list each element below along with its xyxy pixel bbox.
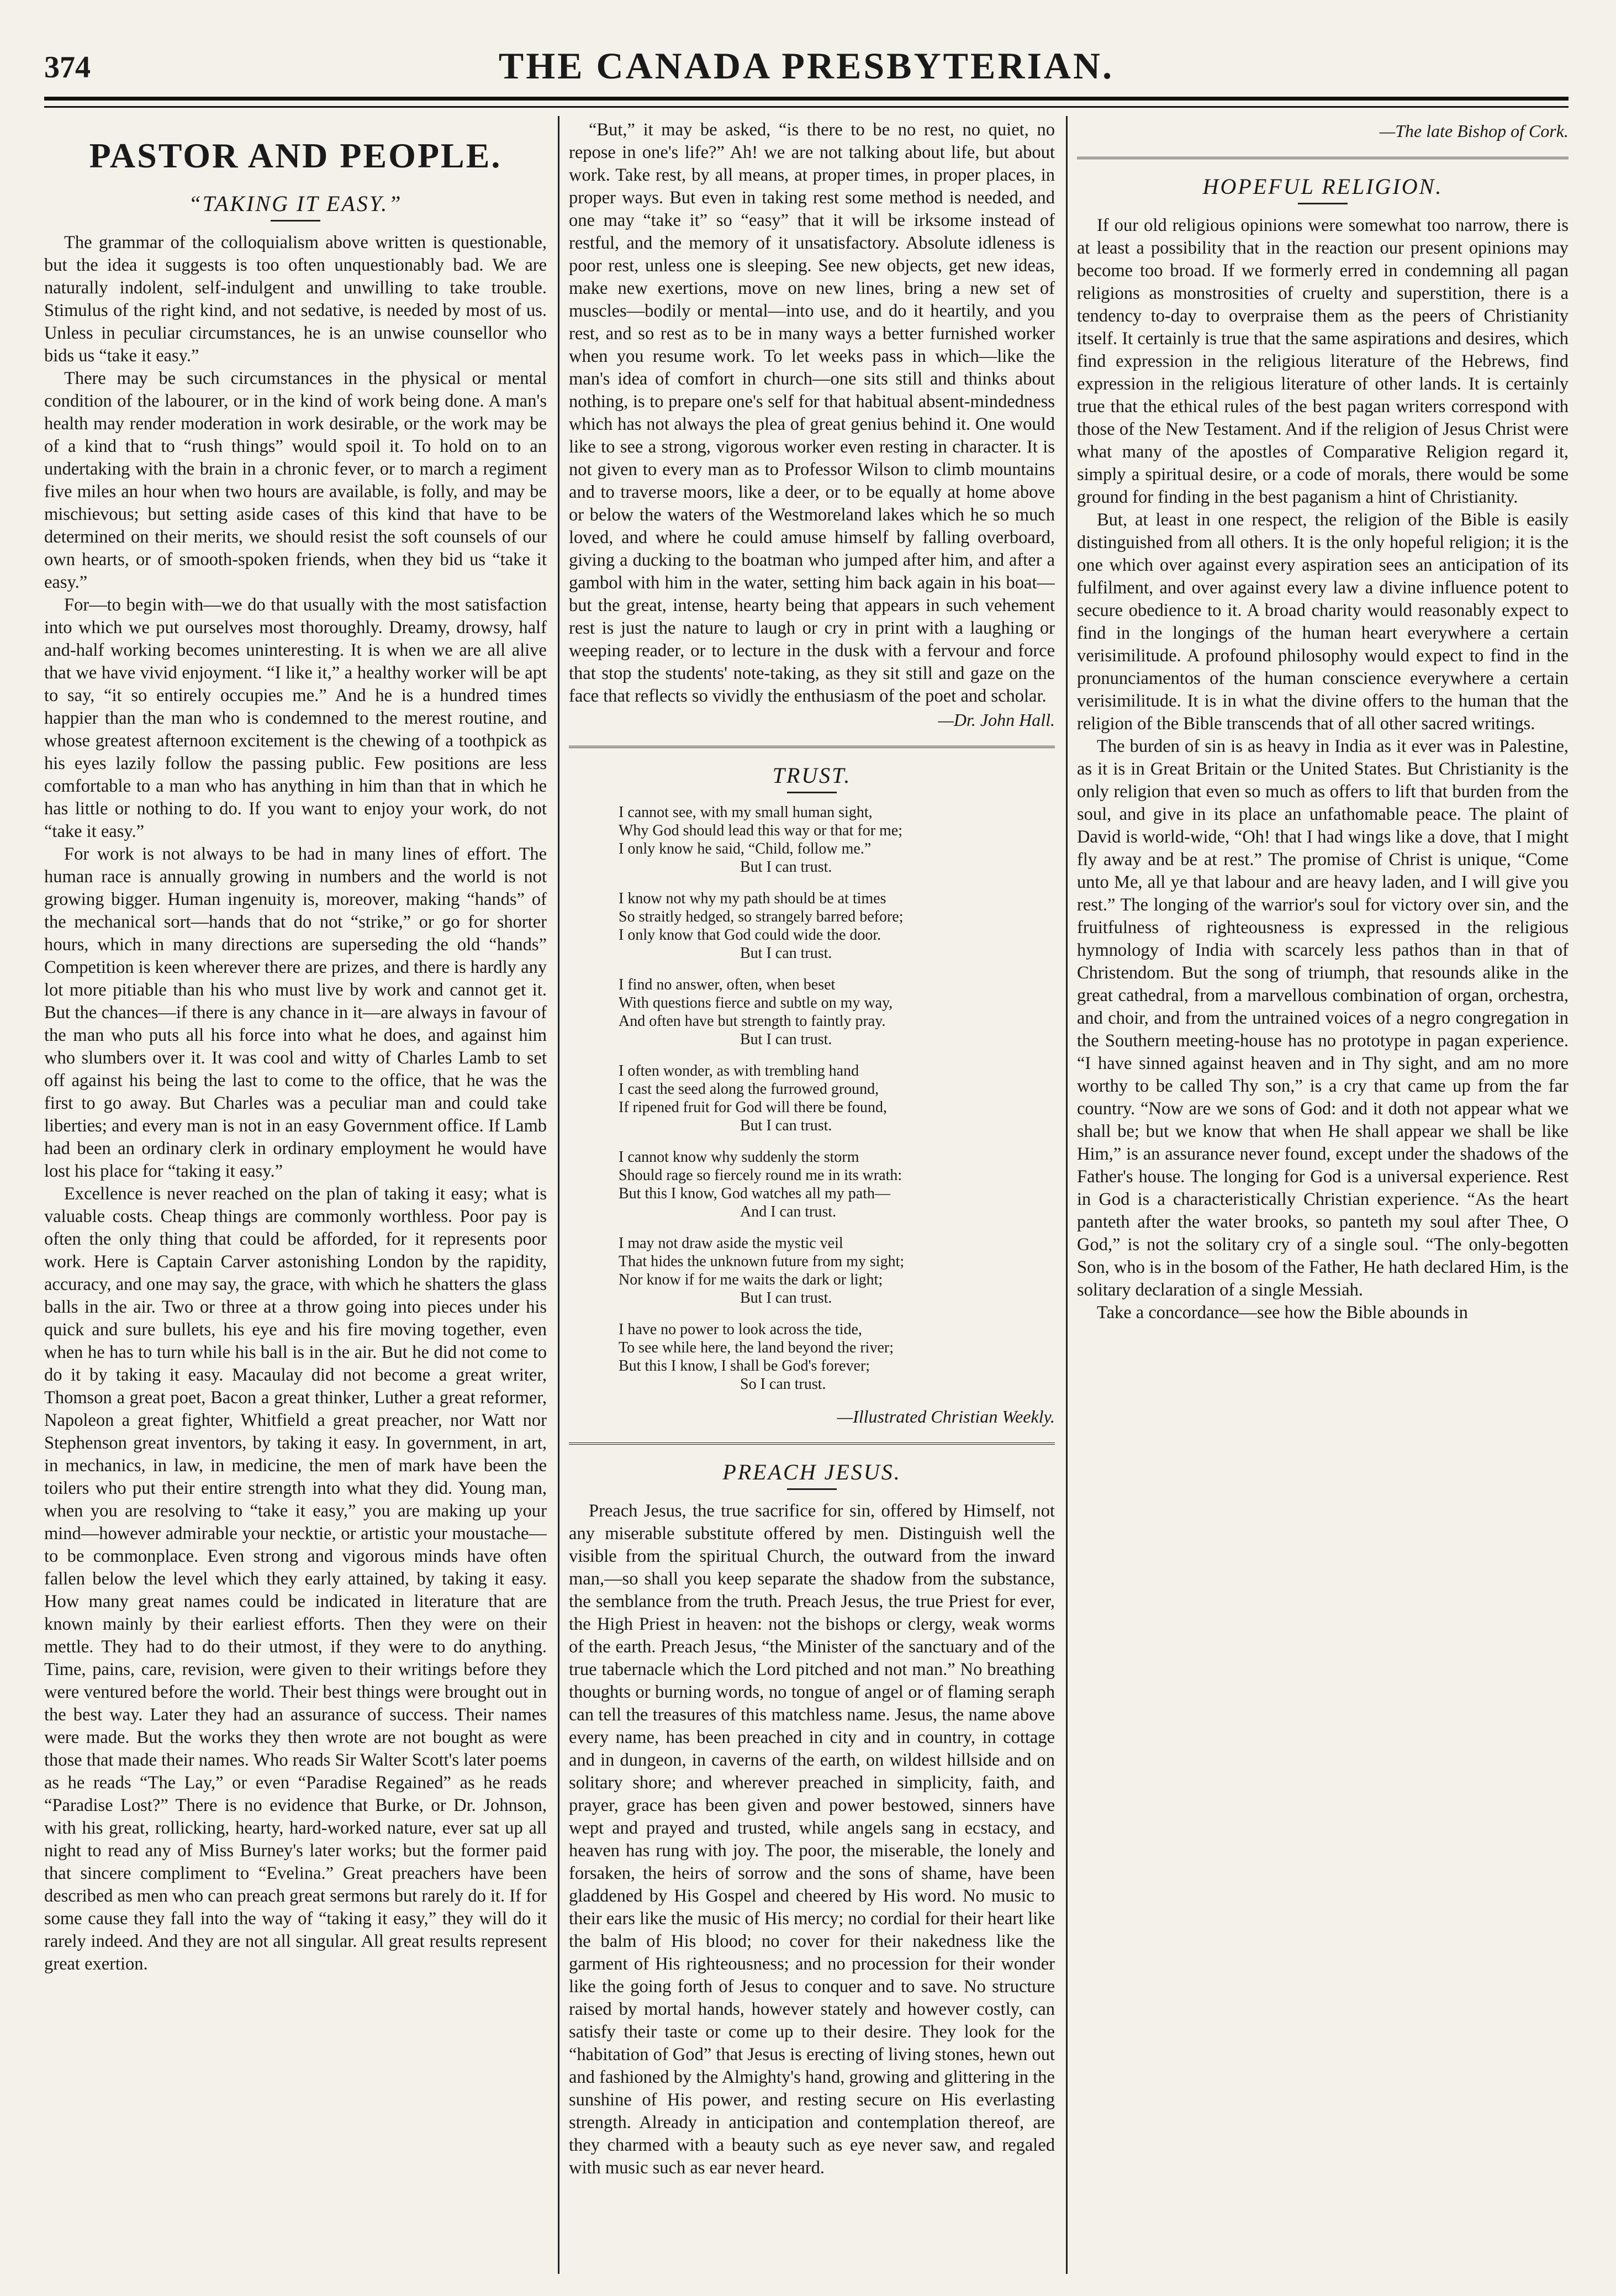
section-title: PASTOR AND PEOPLE. <box>89 136 502 175</box>
poem-line: I only know he said, “Child, follow me.” <box>619 840 872 857</box>
title-rule <box>787 792 837 793</box>
column-divider <box>1066 116 1068 2274</box>
title-rule <box>1298 203 1348 204</box>
stanza <box>619 976 1055 1049</box>
stanza <box>619 1234 1055 1307</box>
paragraph: The burden of sin is as heavy in India as it ever was in Palestine, as it is in Great Britain or the United States. But Christianity is the only religion that even so much as offers to lift that burden from the soul, and give in its place an unfathomable peace. The plaint of David is world-wide, “Oh! that I had wings like a dove, that I might fly away and be at rest.” The promise of Christ is unique, “Come unto Me, all ye that labour and are heavy laden, and I will give you rest.” The longing of the warrior's soul for victory over sin, and the fruitfulness of righteousness is expressed in the religious hymnology of India with scarcely less pathos than in that of Christendom. But the song of triumph, that resounds alike in the great cathedral, from a marvellous combination of organ, orchestra, and choir, and from the untrained voices of a negro congregation in the Southern meeting-house has no prototype in pagan experience. “I have sinned against heaven and in Thy sight, and am no more worthy to be called Thy son,” is a cry that came up from the far country. “Now are we sons of God: and it doth not appear what we shall be; but we know that when He shall appear we shall be like Him,” is an assurance never found, except under the shadows of the Father's house. The longing for God is a universal experience. Rest in God is a characteristically Christian experience. “As the heart panteth after the water brooks, so panteth my soul after Thee, O God,” is not the solitary cry of a single soul. “The only-begotten Son, who is in the bosom of the Father, He hath declared Him, is the solitary declaration of a single Messiah. <box>1077 736 1569 1300</box>
article-title: “TAKING IT EASY.” <box>188 191 403 216</box>
signature: —Illustrated Christian Weekly. <box>837 1407 1055 1426</box>
poem-line: I often wonder, as with trembling hand <box>619 1062 859 1079</box>
poem-refrain: And I can trust. <box>740 1203 837 1220</box>
poem-line: Should rage so fiercely round me in its wrath: <box>619 1167 902 1184</box>
poem-refrain: So I can trust. <box>740 1376 826 1393</box>
column-divider <box>558 116 559 2274</box>
poem-line: To see while here, the land beyond the river; <box>619 1339 894 1356</box>
paragraph: The grammar of the colloquialism above written is questionable, but the idea it suggests is too often unquestionably bad. We are naturally indolent, self-indulgent and unwilling to take trouble. Stimulus of the right kind, and not sedative, is needed by most of us. Unless in peculiar circumstances, he is an unwise counsellor who bids us “take it easy.” <box>44 233 547 366</box>
poem-line: I cannot know why suddenly the storm <box>619 1149 859 1166</box>
stanza <box>619 1062 1055 1135</box>
poem-line: Nor know if for me waits the dark or light; <box>619 1271 883 1288</box>
column-3 <box>1077 119 1569 2274</box>
poem-line: But this I know, I shall be God's forever; <box>619 1357 870 1375</box>
poem-line: I only know that God could wide the door. <box>619 926 881 944</box>
masthead-title: THE CANADA PRESBYTERIAN. <box>498 45 1115 87</box>
article-separator <box>569 1442 1055 1445</box>
poem-line: I cast the seed along the furrowed ground, <box>619 1081 879 1098</box>
article-title: TRUST. <box>772 763 852 788</box>
paragraph: For work is not always to be had in many lines of effort. The human race is annually growing in numbers and the world is not growing bigger. Human ingenuity is, moreover, making “hands” of the mechanical sort—hands that do not “strike,” or go for shorter hours, which in many directions are superseding the old “hands” Competition is keen wherever there are prizes, and there is hardly any lot more pitiable than his who must live by work and cannot get it. But the chances—if there is any chance in it—are always in favour of the man who puts all his force into what he does, and against him who slumbers over it. It was cool and witty of Charles Lamb to set off against his being the last to come to the office, that he was the first to go away. But Charles was a peculiar man and could take liberties; and every man is not in an easy Government office. If Lamb had been an ordinary clerk in ordinary employment he would have lost his place for “taking it easy.” <box>44 844 547 1181</box>
poem-line: I may not draw aside the mystic veil <box>619 1235 843 1252</box>
paragraph: If our old religious opinions were somewhat too narrow, there is at least a possibility that in the reaction our present opinions may become too broad. If we formerly erred in condemning all pagan religions as monstrosities of cruelty and superstition, there is a tendency to-day to overpraise them as the peers of Christianity itself. It certainly is true that the same aspirations and desires, which find expression in the religious literature of the Hebrews, find expression in the religious literature of other lands. It is certainly true that the ethical rules of the best pagan writers correspond with those of the New Testament. And if the religion of Jesus Christ were what many of the apostles of Comparative Religion regard it, simply a spiritual desire, or a code of morals, there would be some ground for finding in the best paganism a hint of Christianity. <box>1077 215 1569 507</box>
poem-refrain: But I can trust. <box>740 1117 832 1134</box>
stanza <box>619 1148 1055 1221</box>
paragraph: “But,” it may be asked, “is there to be no rest, no quiet, no repose in one's life?” Ah! we are not talking about life, but about work. Take rest, by all means, at proper times, in proper places, in proper ways. But even in taking rest some method is needed, and one may “take it” so “easy” that it will be irksome instead of restful, and the memory of it unsatisfactory. Absolute idleness is poor rest, unless one is sleeping. See new objects, get new ideas, make new exertions, move on new lines, bring a new set of muscles—bodily or mental—into use, and do it heartily, and you rest, and so rest as to be in many ways a better furnished worker when you resume work. To let weeks pass in which—like the man's idea of comfort in church—one sits still and thinks about nothing, is to prepare one's self for that habitual absent-mindedness which has not always the plea of great genius behind it. One would like to see a strong, vigorous worker even resting in character. It is not given to every man as to Professor Wilson to climb mountains and to traverse moors, like a deer, or to be equally at home above or below the waters of the Westmoreland lakes which he so much loved, and where he could amuse himself by falling overboard, giving a ducking to the boatman who jumped after him, and after a gambol with him in the water, setting him back again in his boat—but the great, intense, hearty being that appears in such vehement rest is just the nature to laugh or cry in print with a laughing or weeping reader, or to lecture in the dusk with a fervour and force that stop the students' note-taking, as they sit still and gaze on the face that reflects so vividly the enthusiasm of the poet and scholar. <box>569 120 1055 706</box>
article-title: HOPEFUL RELIGION. <box>1202 174 1443 199</box>
paragraph: There may be such circumstances in the physical or mental condition of the labourer, or in the kind of work being done. A man's health may render moderation in work desirable, or the work may be of a kind that to “rush things” would spoil it. To hold on to an undertaking with the brain in a chronic fever, or to march a regiment five miles an hour when two hours are available, is folly, and may be mischievous; but setting aside cases of this kind that have to be determined on their merits, we should resist the soft counsels of our own hearts, or of smooth-spoken friends, when they bid us “take it easy.” <box>44 368 547 592</box>
poem-line: With questions fierce and subtle on my way, <box>619 994 893 1012</box>
stanza <box>619 889 1055 962</box>
paragraph: Excellence is never reached on the plan of taking it easy; what is valuable costs. Cheap things are commonly worthless. Poor pay is often the only thing that could be afforded, for it represents poor work. Here is Captain Carver astonishing London by the rapidity, accuracy, and one may say, the grace, with which he shatters the glass balls in the air. Two or three at a throw going into pieces under his quick and sure bullets, his eye and his fire moving together, even when he has to turn while his ball is in the air. But he did not come to do it by taking it easy. Macaulay did not become a great writer, Thomson a great poet, Bacon a great thinker, Luther a great reformer, Napoleon a great fighter, Whitfield a great preacher, nor Watt nor Stephenson great inventors, by taking it easy. In government, in art, in mechanics, in law, in medicine, the men of mark have been the toilers who put their entire strength into what they did. Young man, when you are resolving to “take it easy,” you are making up your mind—however admirable your necktie, or artistic your moustache—to be commonplace. Even strong and vigorous minds have often fallen below the level which they early attained, by taking it easy. How many great names could be indicated in literature that are known mainly by their earliest efforts. Then they were on their mettle. They had to do their utmost, if they were to do anything. Time, pains, care, revision, were given to their writings before they were ventured before the world. Their best things were brought out in the best way. Later they had an assurance of success. Their names were made. But the works they then wrote are not bought as were those that made their names. Who reads Sir Walter Scott's later poems as he reads “The Lay,” or even “Paradise Regained” as he reads “Paradise Lost?” There is no evidence that Burke, or Dr. Johnson, with his great, rollicking, hearty, hard-worked nature, ever sat up all night to read any of Miss Burney's later works; but the former paid that sincere compliment to “Evelina.” Great preachers have been described as men who can preach great sermons but rarely do it. If for some cause they fall into the way of “taking it easy,” they will do it rarely indeed. And they are not all singular. All great results represent great exertion. <box>44 1184 547 1974</box>
signature: —Dr. John Hall. <box>938 710 1055 730</box>
stanza <box>619 803 1055 876</box>
page-number: 374 <box>44 50 91 85</box>
poem-refrain: But I can trust. <box>740 1031 832 1048</box>
article-title: PREACH JESUS. <box>722 1460 901 1484</box>
article-separator <box>569 746 1055 748</box>
poem <box>619 803 1055 1393</box>
title-rule <box>787 1488 837 1490</box>
paragraph: For—to begin with—we do that usually with the most satisfaction into which we put ourselves most thoroughly. Dreamy, drowsy, half and-half working becomes uninteresting. It is when we are all alive that we have vivid enjoyment. “I like it,” a healthy worker will be apt to say, “it so entirely occupies me.” And he is a hundred times happier than the man who is condemned to the merest routine, and whose greatest afternoon excitement is the chewing of a toothpick as his eyes lazily follow the passing public. Few positions are less comfortable to a man who has anything in him than that in which he has little or nothing to do. If you want to enjoy your work, do not “take it easy.” <box>44 595 547 841</box>
poem-line: But this I know, God watches all my path— <box>619 1185 891 1202</box>
poem-line: I find no answer, often, when beset <box>619 976 836 993</box>
paragraph: Take a concordance—see how the Bible abounds in <box>1097 1303 1468 1323</box>
poem-line: I know not why my path should be at times <box>619 890 886 907</box>
header-rule-thin <box>44 106 1569 108</box>
title-rule <box>271 220 320 222</box>
article-separator <box>1077 157 1569 159</box>
poem-line: If ripened fruit for God will there be found, <box>619 1099 887 1116</box>
poem-line: I have no power to look across the tide, <box>619 1321 862 1338</box>
stanza <box>619 1320 1055 1393</box>
poem-refrain: But I can trust. <box>740 859 832 876</box>
header-rule <box>44 97 1569 101</box>
signature: —The late Bishop of Cork. <box>1379 121 1569 141</box>
poem-line: And often have but strength to faintly pray. <box>619 1013 886 1030</box>
page-header <box>44 44 1569 88</box>
poem-line: Why God should lead this way or that for me; <box>619 822 903 839</box>
poem-line: That hides the unknown future from my sight; <box>619 1253 905 1270</box>
poem-line: So straitly hedged, so strangely barred before; <box>619 908 904 925</box>
poem-refrain: But I can trust. <box>740 1289 832 1307</box>
column-1 <box>44 119 547 2274</box>
paragraph: Preach Jesus, the true sacrifice for sin, offered by Himself, not any miserable substitute offered by men. Distinguish well the visible from the spiritual Church, the outward from the inward man,—so shall you keep separate the shadow from the substance, the semblance from the truth. Preach Jesus, the true Priest for ever, the High Priest in heaven: not the bishops or clergy, weak worms of the earth. Preach Jesus, “the Minister of the sanctuary and of the true tabernacle which the Lord pitched and not man.” No breathing thoughts or burning words, no tongue of angel or of flaming seraph can tell the treasures of this matchless name. Jesus, the name above every name, has been preached in city and in country, in cottage and in dungeon, in caverns of the earth, on wildest hillside and on solitary shore; and wherever preached in simplicity, faith, and prayer, grace has been given and power bestowed, sinners have wept and prayed and trusted, while angels sang in ecstacy, and heaven has rung with joy. The poor, the miserable, the lonely and forsaken, the heirs of sorrow and the sons of shame, have been gladdened by His Gospel and cheered by His word. No music to their ears like the music of His mercy; no cordial for their heart like the balm of His blood; no cover for their nakedness like the garment of His righteousness; and no procession for their wonder like the going forth of Jesus to conquer and to save. No structure raised by mortal hands, however stately and however costly, can satisfy their taste or come up to their desire. They look for the “habitation of God” that Jesus is erecting of living stones, hewn out and fashioned by the Almighty's hand, growing and glittering in the sunshine of His power, and resting secure on His everlasting strength. Already in anticipation and contemplation thereof, are they charmed with a beauty such as eye never saw, and regaled with music such as ear never heard. <box>569 1501 1055 2178</box>
poem-line: I cannot see, with my small human sight, <box>619 804 873 821</box>
column-2 <box>569 119 1055 2274</box>
poem-refrain: But I can trust. <box>740 945 832 962</box>
paragraph: But, at least in one respect, the religion of the Bible is easily distinguished from all others. It is the only hopeful religion; it is the one which over against every aspiration sees an anticipation of its fulfilment, and over against every law a divine influence potent to secure obedience to it. A broad charity would reasonably expect to find in the longings of the human heart everywhere a certain verisimilitude. A profound philosophy would expect to find in the pronunciamentos of the human conscience everywhere a certain verisimilitude. It is in what the divine offers to the human that the religion of the Bible transcends that of all other sacred writings. <box>1077 510 1569 734</box>
